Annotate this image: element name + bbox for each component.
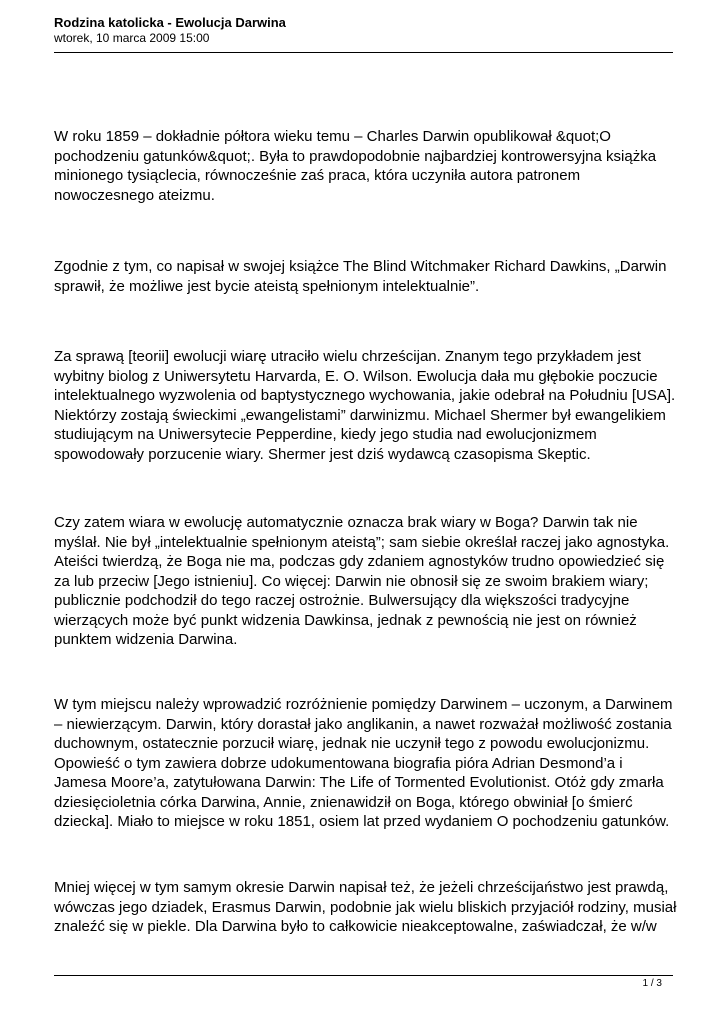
article-paragraph: Mniej więcej w tym samym okresie Darwin napisał też, że jeżeli chrześcijaństwo jest prawdą, wówczas jego dziadek, Erasmus Darwin, podobnie jak wielu bliskich przyjaciół rodziny, musiał znaleźć się w piekle. Dla Darwina było to całkowicie nieakceptowalne, zaświadczał, że w/w [54, 879, 677, 935]
article-paragraph: Zgodnie z tym, co napisał w swojej książce The Blind Witchmaker Richard Dawkins, „Darwin sprawił, że możliwe jest bycie ateistą spełnionym intelektualnie”. [54, 258, 667, 295]
article-paragraph: W roku 1859 – dokładnie półtora wieku temu – Charles Darwin opublikował &quot;O pochodzeniu gatunków&quot;. Była to prawdopodobnie najbardziej kontrowersyjna książka minionego tysiąclecia, równocześnie zaś praca, która uczyniła autora patronem nowoczesnego ateizmu. [54, 128, 657, 204]
article-paragraph: Za sprawą [teorii] ewolucji wiarę utraciło wielu chrześcijan. Znanym tego przykładem jest wybitny biolog z Uniwersytetu Harvarda, E. O. Wilson. Ewolucja dała mu głębokie poczucie intelektualnego wyzwolenia od baptystycznego wychowania, jakie odebrał na Południu [USA]. Niektórzy zostają świeckimi „ewangelistami” darwinizmu. Michael Shermer był ewangelikiem studiującym na Uniwersytecie Pepperdine, kiedy jego studia nad ewolucjonizmem spowodowały porzucenie wiary. Shermer jest dziś wydawcą czasopisma Skeptic. [54, 348, 676, 463]
page-number: 1 / 3 [642, 978, 662, 989]
footer-divider [54, 975, 673, 976]
header-divider [54, 52, 673, 53]
publication-date: wtorek, 10 marca 2009 15:00 [54, 31, 210, 45]
article-paragraph: W tym miejscu należy wprowadzić rozróżnienie pomiędzy Darwinem – uczonym, a Darwinem – niewierzącym. Darwin, który dorastał jako anglikanin, a nawet rozważał możliwość zostania duchownym, ostatecznie porzucił wiarę, jednak nie uczynił tego z powodu ewolucjonizmu. Opowieść o tym zawiera dobrze udokumentowana biografia pióra Adrian Desmond’a i Jamesa Moore’a, zatytułowana Darwin: The Life of Tormented Evolutionist. Otóż gdy zmarła dziesięcioletnia córka Darwina, Annie, znienawidził on Boga, którego obwiniał [o śmierć dziecka]. Miało to miejsce w roku 1851, osiem lat przed wydaniem O pochodzeniu gatunków. [54, 696, 673, 830]
article-paragraph: Czy zatem wiara w ewolucję automatycznie oznacza brak wiary w Boga? Darwin tak nie myślał. Nie był „intelektualnie spełnionym ateistą”; sam siebie określał raczej jako agnostyka. Ateiści twierdzą, że Boga nie ma, podczas gdy zdaniem agnostyków trudno opowiedzieć się za lub przeciw [Jego istnieniu]. Co więcej: Darwin nie obnosił się ze swoim brakiem wiary; publicznie podchodził do tego raczej ostrożnie. Bulwersujący dla większości tradycyjne wierzących może być punkt widzenia Dawkinsa, jednak z pewnością nie jest on również punktem widzenia Darwina. [54, 514, 670, 648]
document-header [54, 15, 674, 46]
document-title: Rodzina katolicka - Ewolucja Darwina [54, 15, 286, 30]
